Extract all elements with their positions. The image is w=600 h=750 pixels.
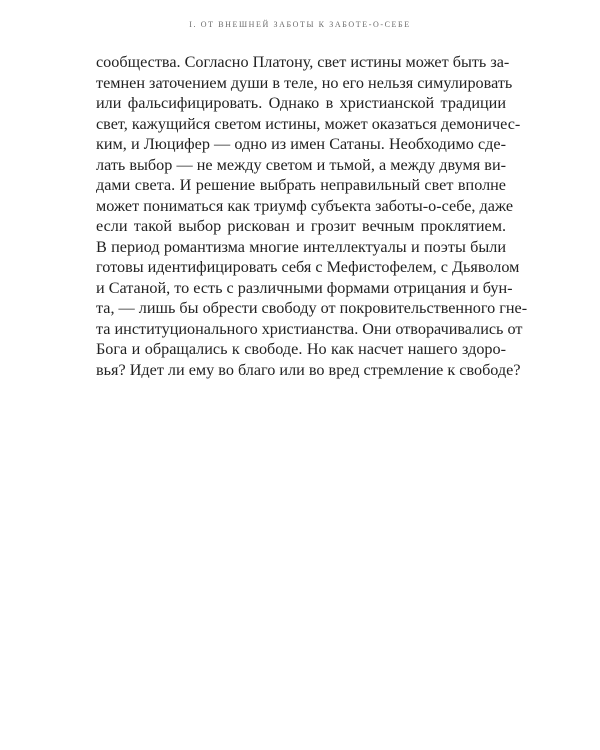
- body-paragraph: [96, 52, 528, 380]
- body-line: вья? Идет ли ему во благо или во вред стремление к свободе?: [96, 360, 521, 379]
- body-line: та, — лишь бы обрести свободу от покровительственного гне-: [96, 299, 528, 317]
- body-line: или фальсифицировать. Однако в христианской традиции: [96, 94, 506, 112]
- body-line: ким, и Люцифер — одно из имен Сатаны. Необходимо сде-: [96, 135, 506, 153]
- body-line: Бога и обращались к свободе. Но как насчет нашего здоро-: [96, 340, 506, 358]
- body-line: может пониматься как триумф субъекта заботы-о-себе, даже: [96, 196, 514, 215]
- body-line: лать выбор — не между светом и тьмой, а между двумя ви-: [96, 155, 506, 174]
- body-line: если такой выбор рискован и грозит вечным проклятием.: [96, 217, 506, 235]
- body-line: та институционального христианства. Они отворачивались от: [96, 319, 523, 338]
- body-line: дами света. И решение выбрать неправильный свет вполне: [96, 176, 506, 194]
- body-line: свет, кажущийся светом истины, может оказаться демоничес-: [96, 114, 521, 133]
- body-line: готовы идентифицировать себя с Мефистофелем, с Дьяволом: [96, 258, 520, 276]
- body-line: темнен заточением души в теле, но его нельзя симулировать: [96, 73, 513, 92]
- body-line: сообщества. Согласно Платону, свет истины может быть за-: [96, 53, 510, 71]
- body-line: и Сатаной, то есть с различными формами отрицания и бун-: [96, 278, 513, 297]
- body-line: В период романтизма многие интеллектуалы и поэты были: [96, 237, 506, 256]
- running-head: I. ОТ ВНЕШНЕЙ ЗАБОТЫ К ЗАБОТЕ-О-СЕБЕ: [189, 20, 411, 29]
